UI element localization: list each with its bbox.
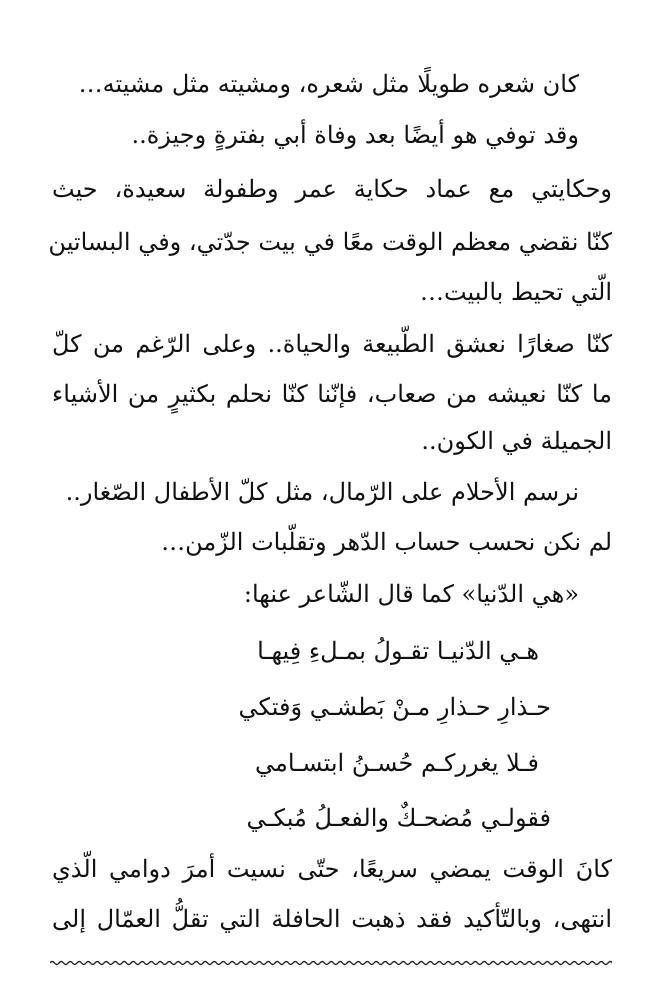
text-line: وقد توفي هو أيضًا بعد وفاة أبي بفترةٍ وجيزة.. xyxy=(131,121,579,149)
text-line: كانَ الوقت يمضي سريعًا، حتّى نسيت أمرَ دوامي الّذي xyxy=(52,855,612,883)
text-line: انتهى، وبالتّأكيد فقد ذهبت الحافلة التي تقلُّ العمّال إلى xyxy=(52,905,612,933)
wavy-divider xyxy=(50,956,612,970)
text-line: الجميلة في الكون.. xyxy=(421,427,612,455)
text-line: «هي الدّنيا» كما قال الشّاعر عنها: xyxy=(243,580,579,608)
text-line: لم نكن نحسب حساب الدّهر وتقلّبات الزّمن… xyxy=(161,528,612,556)
text-line: كان شعره طويلًا مثل شعره، ومشيته مثل مشيته… xyxy=(78,70,579,98)
text-line: الّتي تحيط بالبيت… xyxy=(419,278,612,306)
text-line: كنّا نقضي معظم الوقت معًا في بيت جدّتي، وفي البساتين xyxy=(48,228,612,256)
text-line: ما كنّا نعيشه من صعاب، فإنّنا كنّا نحلم بكثيرٍ من الأشياء xyxy=(52,380,612,408)
text-line: كنّا صغارًا نعشق الطّبيعة والحياة.. وعلى الرّغم من كلّ xyxy=(52,330,612,358)
poem-verse: حـذارِ حـذارِ مـنْ بَطشـي وَفتكي xyxy=(238,693,551,721)
text-line: وحكايتي مع عماد حكاية عمر وطفولة سعيدة، حيث xyxy=(52,175,612,203)
poem-verse: فقولـي مُضحـكٌ والفعـلُ مُبكـي xyxy=(246,804,551,832)
text-line: نرسم الأحلام على الرّمال، مثل كلّ الأطفال الصّغار.. xyxy=(65,478,579,506)
poem-verse: فـلا يغرركـم حُسـنُ ابتسـامي xyxy=(255,749,539,777)
poem-verse: هـي الدّنيـا تقـولُ بمـلءِ فِيهـا xyxy=(257,637,539,665)
